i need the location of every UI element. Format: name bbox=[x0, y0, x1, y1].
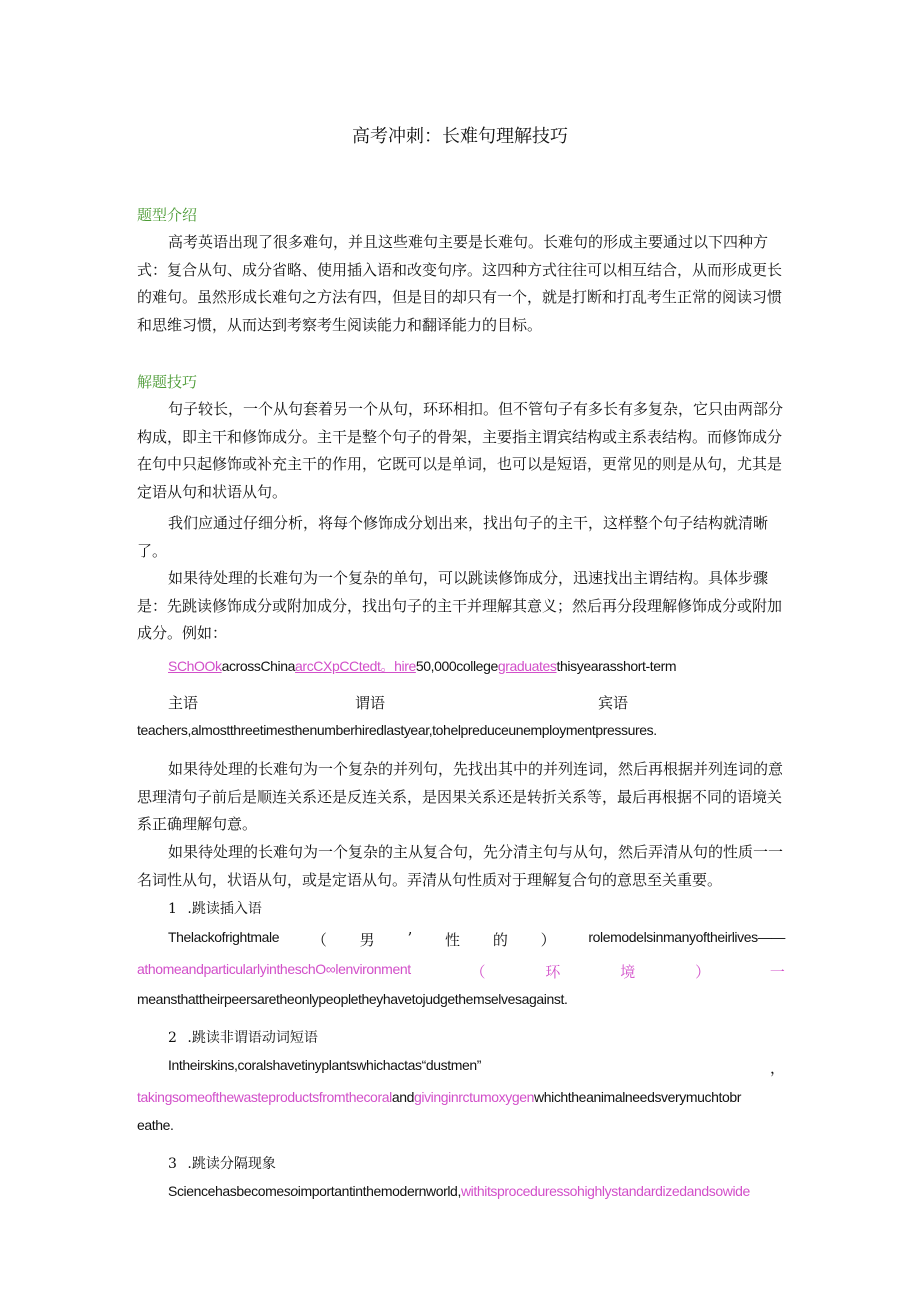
item-1-text: rolemodelsinmanyoftheirlives—— bbox=[588, 929, 785, 945]
item-1-line2 bbox=[137, 961, 785, 982]
label-subject: 主语 bbox=[168, 694, 199, 712]
item-2-highlight: givinginrctumoxygen bbox=[413, 1089, 535, 1105]
item-label: .跳读非谓语动词短语 bbox=[187, 1030, 318, 1046]
item-number: 1 bbox=[168, 901, 177, 917]
example-text: thisyearasshort-term bbox=[556, 658, 677, 674]
item-2-line1 bbox=[168, 1057, 785, 1078]
item-2-heading bbox=[168, 1027, 318, 1047]
section-heading-tips: 解题技巧 bbox=[137, 373, 198, 391]
item-2-text: and bbox=[391, 1089, 414, 1105]
item-1-cn-char: 性 bbox=[445, 931, 461, 949]
item-3-emphasis: so bbox=[283, 1183, 298, 1199]
tips-paragraph-4: 如果待处理的长难句为一个复杂的并列句，先找出其中的并列连词，然后再根据并列连词的意思理清句子前后是顺连关系还是反连关系，是因果关系还是转折关系等，最后再根据不同的语境关系正确理解句意。 bbox=[137, 760, 784, 833]
tips-paragraph-5: 如果待处理的长难句为一个复杂的主从复合句，先分清主句与从句，然后弄清从句的性质一一名词性从句，状语从句，或是定语从句。弄清从句性质对于理解复合句的意思至关重要。 bbox=[137, 843, 784, 889]
item-number: 2 bbox=[168, 1030, 177, 1046]
item-1-cn-char: 的 bbox=[492, 931, 508, 949]
example-text: 50,000college bbox=[415, 658, 498, 674]
item-3-text: Sciencehasbecome bbox=[168, 1183, 284, 1199]
item-1-cn-char: 男 bbox=[359, 931, 375, 949]
item-1-cn-char: （ bbox=[311, 931, 327, 949]
section-heading-intro: 题型介绍 bbox=[137, 206, 198, 224]
item-1-heading bbox=[168, 898, 262, 918]
item-1-cn-char: 一 bbox=[769, 963, 785, 981]
item-2-highlight: takingsomeofthewasteproductsfromthecoral bbox=[137, 1089, 392, 1105]
item-1-line3: meansthattheirpeersaretheonlypeopletheyhavetojudgethemselvesagainst. bbox=[137, 991, 568, 1007]
tips-paragraph-1: 句子较长，一个从句套着另一个从句，环环相扣。但不管句子有多长有多复杂，它只由两部分构成，即主干和修饰成分。主干是整个句子的骨架，主要指主谓宾结构或主系表结构。而修饰成分在句中只起修饰或补充主干的作用，它既可以是单词，也可以是短语，更常见的则是从句，尤其是定语从句和状语从句。 bbox=[137, 400, 784, 501]
item-number: 3 bbox=[168, 1156, 177, 1172]
example-verb: arcCXpCCtedt。hire bbox=[295, 658, 416, 674]
item-3-line1 bbox=[168, 1183, 750, 1199]
item-2-line3: eathe. bbox=[137, 1117, 174, 1133]
item-1-text: Thelackofrightmale bbox=[168, 929, 280, 945]
label-verb: 谓语 bbox=[355, 694, 386, 712]
example-object: graduates bbox=[497, 658, 557, 674]
item-label: .跳读分隔现象 bbox=[187, 1156, 276, 1172]
item-label: .跳读插入语 bbox=[187, 901, 262, 917]
example-sentence-line1 bbox=[168, 656, 676, 676]
item-3-text: importantinthemodernworld, bbox=[297, 1183, 461, 1199]
item-2-line2 bbox=[137, 1089, 741, 1105]
item-3-heading bbox=[168, 1153, 276, 1173]
item-1-cn-char: ’ bbox=[407, 929, 413, 947]
example-sentence-line2: teachers,almostthreetimesthenumberhiredlastyear,tohelpreduceunemploymentpressures. bbox=[137, 722, 657, 738]
item-1-cn-char: （ bbox=[470, 963, 486, 981]
item-1-highlight: athomeandparticularlyintheschO∞lenvironment bbox=[137, 961, 411, 977]
label-object: 宾语 bbox=[598, 694, 629, 712]
item-2-text: Intheirskins,coralshavetinyplantswhichactas“dustmen” bbox=[168, 1057, 482, 1073]
page-title: 高考冲刺：长难句理解技巧 bbox=[352, 126, 568, 147]
example-text: acrossChina bbox=[221, 658, 296, 674]
tips-paragraph-2: 我们应通过仔细分析，将每个修饰成分划出来，找出句子的主干，这样整个句子结构就清晰了。 bbox=[137, 514, 769, 560]
example-subject: SChOOk bbox=[168, 658, 222, 674]
tips-paragraph-3: 如果待处理的长难句为一个复杂的单句，可以跳读修饰成分，迅速找出主谓结构。具体步骤是：先跳读修饰成分或附加成分，找出句子的主干并理解其意义；然后再分段理解修饰成分或附加成分。例如： bbox=[137, 569, 783, 642]
item-1-cn-char: 环 bbox=[545, 963, 561, 981]
item-1-cn-char: 境 bbox=[620, 963, 636, 981]
intro-paragraph: 高考英语出现了很多难句，并且这些难句主要是长难句。长难句的形成主要通过以下四种方式：复合从句、成分省略、使用插入语和改变句序。这四种方式往往可以相互结合，从而形成更长的难句。虽然形成长难句之方法有四，但是目的却只有一个，就是打断和打乱考生正常的阅读习惯和思维习惯，从而达到考察考生阅读能力和翻译能力的目标。 bbox=[137, 233, 783, 334]
item-1-cn-char: ） bbox=[540, 931, 556, 949]
item-3-highlight: withitsproceduressohighlystandardizedandsowide bbox=[460, 1183, 750, 1199]
item-1-cn-char: ） bbox=[695, 963, 711, 981]
item-2-text: whichtheanimalneedsverymuchtobr bbox=[534, 1089, 742, 1105]
item-1-line1 bbox=[168, 929, 785, 950]
item-2-comma: ， bbox=[769, 1059, 785, 1077]
